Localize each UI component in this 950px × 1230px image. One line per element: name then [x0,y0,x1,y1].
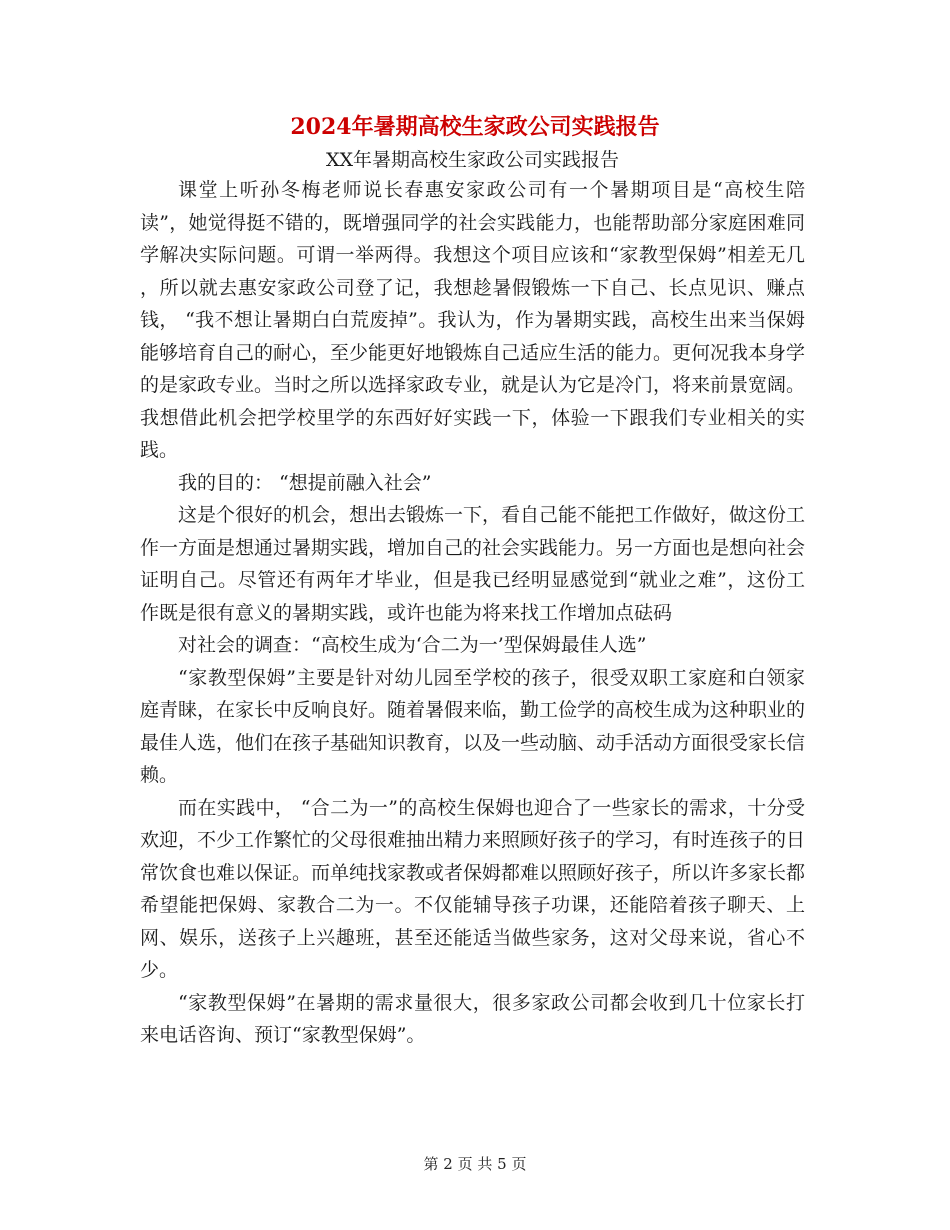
document-body [140,146,805,1052]
document-subtitle: XX年暑期高校生家政公司实践报告 [325,149,620,171]
paragraph: 而在实践中， “合二为一”的高校生保姆也迎合了一些家长的需求，十分受欢迎，不少工作繁忙的父母很难抽出精力来照顾好孩子的学习，有时连孩子的日常饮食也难以保证。而单纯找家教或者保姆都难以照顾好孩子，所以许多家长都希望能把保姆、家教合二为一。不仅能辅导孩子功课，还能陪着孩子聊天、上网、娱乐，送孩子上兴趣班，甚至还能适当做些家务，这对父母来说，省心不少。 [140,796,806,981]
paragraph: “家教型保姆”在暑期的需求量很大，很多家政公司都会收到几十位家长打来电话咨询、预订“家教型保姆”。 [140,991,805,1046]
paragraph: 课堂上听孙冬梅老师说长春惠安家政公司有一个暑期项目是“高校生陪读”，她觉得挺不错的，既增强同学的社会实践能力，也能帮助部分家庭困难同学解决实际问题。可谓一举两得。我想这个项目应该和“家教型保姆”相差无几 ，所以就去惠安家政公司登了记，我想趁暑假锻炼一下自己、长点见识、赚点钱， “我不想让暑期白白荒废掉”。我认为，作为暑期实践，高校生出来当保姆能够培育自己的耐心，至少能更好地锻炼自己适应生活的能力。更何况我本身学的是家政专业。当时之所以选择家政专业，就是认为它是冷门，将来前景宽阔。我想借此机会把学校里学的东西好好实践一下，体验一下跟我们专业相关的实践。 [140,179,806,461]
paragraph: 我的目的： “想提前融入社会” [178,471,432,494]
page-number-footer: 第 2 页 共 5 页 [423,1155,527,1173]
document-title: 2024年暑期高校生家政公司实践报告 [290,114,660,140]
paragraph: 这是个很好的机会，想出去锻炼一下，看自己能不能把工作做好，做这份工作一方面是想通过暑期实践，增加自己的社会实践能力。另一方面也是想向社会证明自己。尽管还有两年才毕业，但是我已经明显感觉到“就业之难”，这份工作既是很有意义的暑期实践，或许也能为将来找工作增加点砝码 [140,504,806,624]
paragraph: 对社会的调查：“高校生成为‘合二为一’型保姆最佳人选” [178,634,647,656]
paragraph: “家教型保姆”主要是针对幼儿园至学校的孩子，很受双职工家庭和白领家庭青睐，在家长中反响良好。随着暑假来临，勤工俭学的高校生成为这种职业的最佳人选，他们在孩子基础知识教育，以及一些动脑、动手活动方面很受家长信赖。 [140,666,806,786]
